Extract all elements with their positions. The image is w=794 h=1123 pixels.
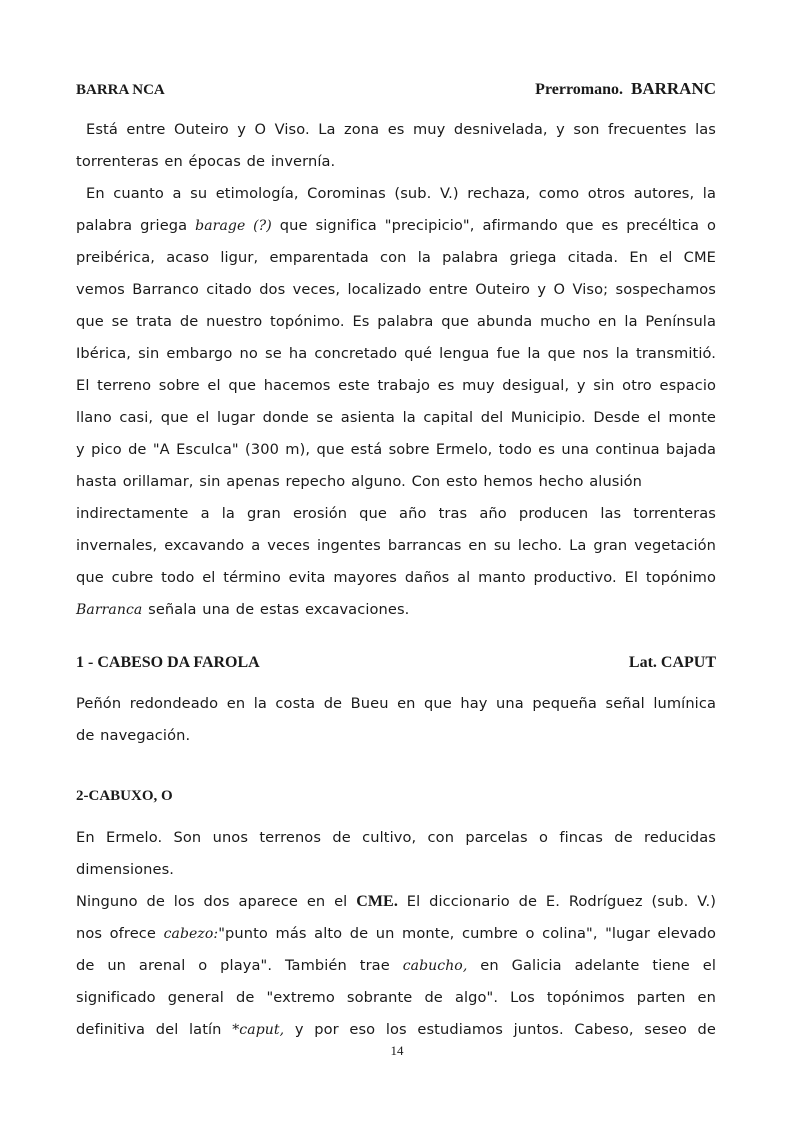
body-text-1 bbox=[76, 114, 716, 626]
text-line: llano casi, que el lugar donde se asienta la capital del Municipio. Desde el monte bbox=[76, 409, 716, 426]
body-text-2 bbox=[76, 688, 716, 752]
header-right-term bbox=[535, 79, 716, 99]
greek-word: barage (?) bbox=[195, 218, 272, 234]
body-text-3 bbox=[76, 822, 716, 1046]
text-line: El terreno sobre el que hacemos este trabajo es muy desigual, y sin otro espacio bbox=[76, 377, 716, 394]
term-italic: cabucho, bbox=[402, 958, 468, 974]
text-line: significado general de "extremo sobrante de algo". Los topónimos parten en bbox=[76, 989, 716, 1006]
header-root: BARRANC bbox=[631, 79, 716, 98]
text-line: Ninguno de los dos aparece en el CME. El diccionario de E. Rodríguez (sub. V.) bbox=[76, 893, 716, 910]
text-line: indirectamente a la gran erosión que año tras año producen las torrenteras bbox=[76, 505, 716, 522]
section-title: 2-CABUXO, O bbox=[76, 788, 173, 804]
text-line: dimensiones. bbox=[76, 861, 175, 878]
text-line: Peñón redondeado en la costa de Bueu en que hay una pequeña señal lumínica bbox=[76, 695, 716, 712]
text-line: preibérica, acaso ligur, emparentada con la palabra griega citada. En el CME bbox=[76, 249, 716, 266]
text-line: nos ofrece cabezo:"punto más alto de un monte, cumbre o colina", "lugar elevado bbox=[76, 925, 717, 942]
text-line: Ibérica, sin embargo no se ha concretado qué lengua fue la que nos la transmitió. bbox=[76, 345, 716, 362]
section-title: 1 - CABESO DA FAROLA bbox=[76, 654, 260, 671]
text-line: torrenteras en épocas de invernía. bbox=[76, 153, 336, 170]
text-line: invernales, excavando a veces ingentes barrancas en su lecho. La gran vegetación bbox=[76, 537, 716, 554]
cme-abbrev: CME. bbox=[356, 893, 398, 910]
section-heading-1 bbox=[76, 654, 716, 672]
text-line: definitiva del latín *caput, y por eso los estudiamos juntos. Cabeso, seseo de bbox=[76, 1021, 716, 1038]
term-italic: cabezo: bbox=[163, 926, 219, 942]
text-line: que se trata de nuestro topónimo. Es palabra que abunda mucho en la Península bbox=[76, 313, 716, 330]
latin-etymon: *caput, bbox=[232, 1022, 285, 1038]
text-line: En Ermelo. Son unos terrenos de cultivo, con parcelas o fincas de reducidas bbox=[76, 829, 716, 846]
page-header bbox=[76, 79, 716, 99]
header-left-term: BARRA NCA bbox=[76, 82, 165, 98]
header-origin: Prerromano. bbox=[535, 81, 623, 98]
text-line: de un arenal o playa". También trae cabucho, en Galicia adelante tiene el bbox=[76, 957, 716, 974]
text-line: vemos Barranco citado dos veces, localizado entre Outeiro y O Viso; sospechamos bbox=[76, 281, 716, 298]
text-line: Barranca señala una de estas excavaciones. bbox=[76, 601, 410, 618]
section-etymon: Lat. CAPUT bbox=[628, 654, 716, 671]
section-heading-2 bbox=[76, 788, 716, 805]
text-line: hasta orillamar, sin apenas repecho alguno. Con esto hemos hecho alusión bbox=[76, 473, 643, 490]
text-line: En cuanto a su etimología, Corominas (sub. V.) rechaza, como otros autores, la bbox=[86, 185, 716, 202]
toponym-italic: Barranca bbox=[76, 602, 143, 618]
page-number: 14 bbox=[390, 1043, 404, 1058]
text-line: Está entre Outeiro y O Viso. La zona es muy desnivelada, y son frecuentes las bbox=[86, 121, 716, 138]
text-line: palabra griega barage (?) que significa "precipicio", afirmando que es precéltica o bbox=[76, 217, 716, 234]
text-line: de navegación. bbox=[76, 727, 191, 744]
text-line: y pico de "A Esculca" (300 m), que está sobre Ermelo, todo es una continua bajada bbox=[76, 441, 716, 458]
text-line: que cubre todo el término evita mayores daños al manto productivo. El topónimo bbox=[76, 569, 716, 586]
